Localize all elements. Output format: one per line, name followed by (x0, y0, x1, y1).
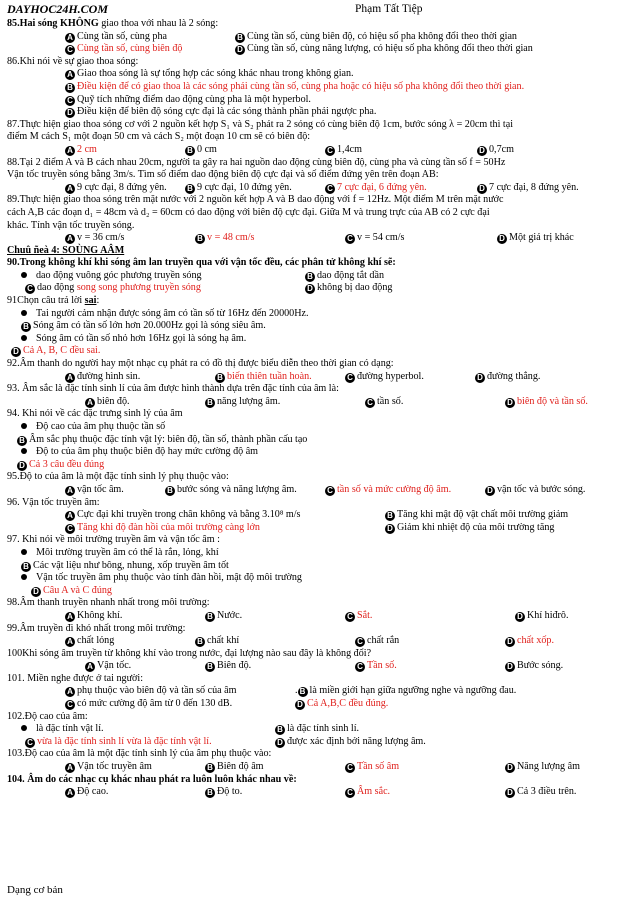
option-95-b[interactable]: B bước sóng và năng lượng âm. (165, 484, 297, 497)
option-96-d[interactable]: D Giảm khi nhiệt độ của môi trường tăng (385, 522, 554, 535)
question-93-options (7, 396, 635, 409)
option-100-a[interactable]: A Vận tốc. (85, 660, 131, 673)
question-97-stem: 97. Khi nói về môi trường truyền âm và vận tốc âm : (7, 534, 220, 546)
question-87-stem: 87.Thực hiện giao thoa sóng cơ với 2 nguồn kết hợp S₁ và S₂ phát ra 2 sóng có cùng biên độ 1cm, bước sóng λ = 20cm thì tại (7, 118, 514, 130)
option-100-c[interactable]: C Tần số. (355, 660, 397, 673)
option-103-c[interactable]: C Tần số âm (345, 761, 399, 774)
option-85-b[interactable]: B Cùng tần số, cùng biên độ, có hiệu số pha không đổi theo thời gian (235, 31, 517, 44)
option-98-b[interactable]: B Nước. (205, 610, 242, 623)
question-95-options (7, 484, 635, 497)
question-89-stem-3: khác. Tính vận tốc truyền sóng. (7, 219, 135, 231)
question-89-stem-2: cách A,B các đoạn d₁ = 48cm và d₂ = 60cm có dao động với biên độ cực đại. Giữa M và trung trực của AB có 2 cực đại (7, 206, 490, 218)
question-102-row1 (7, 723, 635, 736)
option-99-d[interactable]: D chất xốp. (505, 635, 554, 648)
bullet-icon (21, 725, 27, 731)
question-102-row2 (7, 736, 635, 749)
question-88-stem-2: Vận tốc truyền sóng bằng 3m/s. Tìm số điểm dao động biên độ cực đại và số điểm đứng yên trên đoạn AB: (7, 169, 439, 181)
option-88-a[interactable]: A 9 cực đại, 8 đứng yên. (65, 182, 167, 195)
question-101-row2 (7, 698, 635, 711)
question-98-options (7, 610, 635, 623)
question-87-options (7, 144, 635, 157)
option-91-b[interactable]: B Sóng âm có tần số lớn hơn 20.000Hz gọi là sóng siêu âm. (7, 320, 635, 333)
option-91-c[interactable]: Sóng âm có tần số nhỏ hơn 16Hz gọi là sóng hạ âm. (7, 333, 635, 346)
bullet-icon (21, 549, 27, 555)
option-88-b[interactable]: B 9 cực đại, 10 đứng yên. (185, 182, 292, 195)
question-85-row2 (7, 43, 635, 56)
option-104-c[interactable]: C Âm sắc. (345, 786, 390, 799)
option-85-d[interactable]: D Cùng tần số, cùng năng lượng, có hiệu số pha không đổi theo thời gian (235, 43, 533, 56)
question-101-row1 (7, 685, 635, 698)
question-95-stem: 95.Độ to của âm là một đặc tính sinh lý phụ thuộc vào: (7, 471, 229, 483)
option-88-c[interactable]: C 7 cực đại, 6 đứng yên. (325, 182, 427, 195)
option-95-a[interactable]: A vận tốc âm. (65, 484, 124, 497)
option-104-a[interactable]: A Độ cao. (65, 786, 108, 799)
option-89-c[interactable]: C v = 54 cm/s (345, 232, 404, 245)
page-footer: Dạng cơ bản (7, 884, 63, 896)
question-90-row2 (7, 282, 635, 295)
option-99-c[interactable]: C chất rắn (355, 635, 399, 648)
option-102-d[interactable]: D được xác định bởi năng lượng âm. (275, 736, 426, 749)
option-93-d[interactable]: D biên độ và tần số. (505, 396, 588, 409)
option-98-a[interactable]: A Không khí. (65, 610, 122, 623)
question-94-stem: 94. Khi nói về các đặc trưng sinh lý của âm (7, 408, 183, 420)
option-89-d[interactable]: D Một giá trị khác (497, 232, 574, 245)
bullet-icon (21, 423, 27, 429)
question-104-stem: 104. Âm do các nhạc cụ khác nhau phát ra luôn luôn khác nhau về: (7, 773, 297, 785)
option-92-b[interactable]: B biến thiên tuần hoàn. (215, 371, 312, 384)
option-97-d[interactable]: D Câu A và C đúng (7, 585, 635, 598)
option-102-a[interactable]: là đặc tính vật lí. (7, 723, 104, 736)
option-104-b[interactable]: B Độ to. (205, 786, 242, 799)
question-92-options (7, 371, 635, 384)
question-99-stem: 99.Âm truyền đi khó nhất trong môi trường: (7, 622, 186, 634)
option-97-b[interactable]: B Các vật liệu như bông, nhung, xốp truyền âm tốt (7, 560, 635, 573)
option-94-d[interactable]: D Cả 3 câu đều đúng (7, 459, 635, 472)
section-heading: Chuû ñeà 4: SOÙNG AÂM (7, 244, 125, 256)
option-91-a[interactable]: Tai người cảm nhận được sóng âm có tần số từ 16Hz đến 20000Hz. (7, 308, 635, 321)
option-94-c[interactable]: Độ to của âm phụ thuộc biên độ hay mức cường độ âm (7, 446, 635, 459)
question-102-stem: 102.Độ cao của âm: (7, 710, 88, 722)
question-90-row1 (7, 270, 635, 283)
option-99-b[interactable]: B chất khí (195, 635, 239, 648)
bullet-icon (21, 310, 27, 316)
option-87-b[interactable]: B 0 cm (185, 144, 217, 157)
question-88-stem: 88.Tại 2 điểm A và B cách nhau 20cm, người ta gây ra hai nguồn dao động cùng biên độ, cùng pha và cùng tần số f = 50Hz (7, 156, 506, 168)
option-98-d[interactable]: D Khí hiđrô. (515, 610, 569, 623)
option-97-a[interactable]: Môi trường truyền âm có thể là rắn, lỏng, khí (7, 547, 635, 560)
option-85-c[interactable]: C Cùng tần số, cùng biên độ (65, 43, 182, 56)
option-95-c[interactable]: C tần số và mức cường độ âm. (325, 484, 451, 497)
question-92-stem: 92.Âm thanh do người hay một nhạc cụ phát ra có đồ thị được biểu diễn theo thời gian có dạng: (7, 358, 394, 370)
question-86-stem: 86.Khi nói về sự giao thoa sóng: (7, 55, 139, 67)
option-102-b[interactable]: B là đặc tính sinh lí. (275, 723, 359, 736)
question-101-stem: 101. Miền nghe được ở tai người: (7, 672, 144, 684)
option-85-a[interactable]: A Cùng tần số, cùng pha (65, 31, 167, 44)
option-101-d[interactable]: D Cả A,B,C đều đúng. (295, 698, 388, 711)
bullet-icon (21, 335, 27, 341)
option-93-b[interactable]: B năng lượng âm. (205, 396, 280, 409)
option-87-c[interactable]: C 1,4cm (325, 144, 362, 157)
author-name: Phạm Tất Tiệp (355, 3, 423, 15)
option-98-c[interactable]: C Sắt. (345, 610, 372, 623)
question-96-stem: 96. Vận tốc truyền âm: (7, 496, 100, 508)
page-header (7, 3, 635, 18)
question-87-stem-2: điểm M cách S₁ một đoạn 50 cm và cách S₂ một đoạn 10 cm sẽ có biên độ: (7, 131, 311, 143)
question-104-options (7, 786, 635, 799)
question-100-stem: 100Khi sóng âm truyền từ không khí vào trong nước, đại lượng nào sau đây là không đổi? (7, 647, 372, 659)
option-100-b[interactable]: B Biên độ. (205, 660, 251, 673)
site-name: DAYHOC24H.COM (7, 2, 109, 16)
question-88-options (7, 182, 635, 195)
option-86-b[interactable]: B Điều kiện để có giao thoa là các sóng phải cùng tần số, cùng pha hoặc có hiệu số pha không đổi theo thời gian. (7, 81, 635, 94)
question-100-options (7, 660, 635, 673)
option-96-a[interactable]: A Cực đại khi truyền trong chân không và bằng 3.10⁸ m/s (65, 509, 300, 522)
option-92-c[interactable]: C đường hyperbol. (345, 371, 424, 384)
option-94-a[interactable]: Độ cao của âm phụ thuộc tần số (7, 421, 635, 434)
option-88-d[interactable]: D 7 cực đại, 8 đứng yên. (477, 182, 579, 195)
question-89-stem: 89.Thực hiện giao thoa sóng trên mặt nước với 2 nguồn kết hợp A và B dao động với f = 12Hz. Một điểm M trên mặt nước (7, 194, 504, 206)
option-96-b[interactable]: B Tăng khi mật độ vật chất môi trường giảm (385, 509, 568, 522)
option-95-d[interactable]: D vận tốc và bước sóng. (485, 484, 585, 497)
option-101-b[interactable]: . B là miền giới hạn giữa ngưỡng nghe và ngưỡng đau. (295, 685, 517, 697)
option-104-d[interactable]: D Cả 3 điều trên. (505, 786, 576, 799)
question-91-stem: 91Chọn câu trả lời sai: (7, 295, 100, 307)
option-102-c[interactable]: C vừa là đặc tính sinh lí vừa là đặc tính vật lí. (25, 736, 212, 749)
option-89-a[interactable]: A v = 36 cm/s (65, 232, 124, 245)
question-103-options (7, 761, 635, 774)
question-90-stem: 90.Trong không khí khi sóng âm lan truyền qua với vận tốc đều, các phân tử không khí sẽ: (7, 257, 396, 269)
option-101-a[interactable]: A phụ thuộc vào biên độ và tần số của âm (65, 685, 237, 698)
option-103-b[interactable]: B Biên độ âm (205, 761, 264, 774)
question-96-row2 (7, 522, 635, 535)
option-103-a[interactable]: A Vận tốc truyền âm (65, 761, 152, 774)
option-96-c[interactable]: C Tăng khi độ đàn hồi của môi trường càng lớn (65, 522, 260, 535)
option-90-d[interactable]: D không bị dao động (305, 282, 392, 295)
option-87-d[interactable]: D 0,7cm (477, 144, 514, 157)
option-87-a[interactable]: A 2 cm (65, 144, 97, 157)
option-91-d[interactable]: D Cả A, B, C đều sai. (7, 345, 635, 358)
bullet-icon (21, 272, 27, 278)
option-92-a[interactable]: A đường hình sin. (65, 371, 140, 384)
question-99-options (7, 635, 635, 648)
option-90-a[interactable]: dao động vuông góc phương truyền sóng (7, 270, 202, 283)
option-92-d[interactable]: D đường thẳng. (475, 371, 540, 384)
option-90-c[interactable]: C dao động song song phương truyền sóng (25, 282, 201, 295)
option-101-c[interactable]: C có mức cường độ âm từ 0 đến 130 dB. (65, 698, 232, 711)
option-86-a[interactable]: A Giao thoa sóng là sự tổng hợp các sóng khác nhau trong không gian. (7, 68, 635, 81)
question-96-row1 (7, 509, 635, 522)
question-85-row1 (7, 31, 635, 44)
question-93-stem: 93. Âm sắc là đặc tính sinh lí của âm được hình thành dựa trên đặc tính của âm là: (7, 383, 339, 395)
option-90-b[interactable]: B dao động tắt dần (305, 270, 384, 283)
bullet-icon (21, 574, 27, 580)
option-86-d[interactable]: D Điều kiện để biên độ sóng cực đại là các sóng thành phần phải ngược pha. (7, 106, 635, 119)
question-98-stem: 98.Âm thanh truyền nhanh nhất trong môi trường: (7, 597, 210, 609)
option-100-d[interactable]: D Bước sóng. (505, 660, 563, 673)
option-103-d[interactable]: D Năng lượng âm (505, 761, 580, 774)
question-89-options (7, 232, 635, 245)
worksheet-page (7, 3, 635, 799)
option-93-c[interactable]: C tần số. (365, 396, 403, 409)
option-86-c[interactable]: C Quỹ tích những điểm dao động cùng pha là một hyperbol. (7, 94, 635, 107)
question-85-stem: 85.Hai sóng KHÔNG giao thoa với nhau là 2 sóng: (7, 18, 219, 29)
question-103-stem: 103.Độ cao của âm là một đặc tính sinh lý của âm phụ thuộc vào: (7, 748, 272, 760)
option-99-a[interactable]: A chất lỏng (65, 635, 114, 648)
option-97-c[interactable]: Vận tốc truyền âm phụ thuộc vào tính đàn hồi, mật độ môi trường (7, 572, 635, 585)
option-93-a[interactable]: A biên độ. (85, 396, 130, 409)
option-94-b[interactable]: B Âm sắc phụ thuộc đặc tính vật lý: biên độ, tần số, thành phần cấu tạo (7, 434, 635, 447)
bullet-icon (21, 448, 27, 454)
option-89-b[interactable]: B v = 48 cm/s (195, 232, 254, 245)
